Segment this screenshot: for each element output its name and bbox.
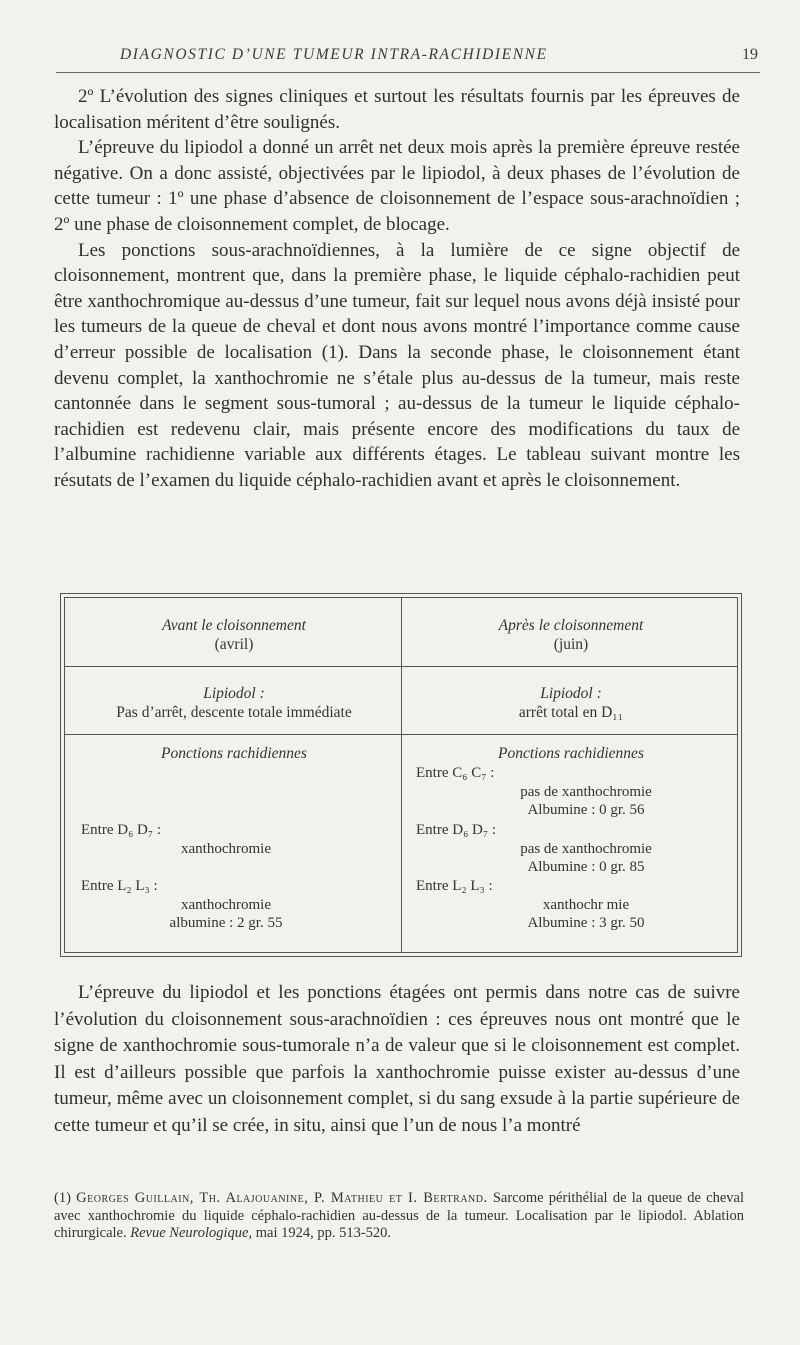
row-divider <box>65 734 737 735</box>
left-level-1: Entre D₆ D₇ : <box>81 822 162 838</box>
body-text-top <box>54 84 740 494</box>
footnote-marker: (1) <box>54 1190 71 1206</box>
body-text-bottom <box>54 980 740 1140</box>
right-level-3: Entre L₂ L₃ : <box>416 878 493 894</box>
right-level-1-result: pas de xanthochromie <box>520 784 652 800</box>
right-level-3-albumine: Albumine : 3 gr. 50 <box>527 915 645 931</box>
running-title: DIAGNOSTIC D’UNE TUMEUR INTRA-RACHIDIENNE <box>120 46 548 63</box>
footnote-citation: mai 1924, pp. 513-520. <box>255 1225 392 1241</box>
left-lipiodol-cell: Lipiodol : Pas d’arrêt, descente totale immédiate <box>116 685 352 721</box>
paragraph: Les ponctions sous-arachnoïdiennes, à la lumière de ce signe objectif de cloisonnement, montrent que, dans la première phase, le liquide céphalo-rachidien peut être xanthochromique au-dessus d’une tumeur, fait sur lequel nous avons déjà insisté pour les tumeurs de la queue de cheval et dont nous avons montré l’importance comme cause d’erreur possible de localisation (1). Dans la seconde phase, le cloisonnement étant devenu complet, la xanthochromie ne s’étale plus au-dessus de la tumeur, mais reste cantonnée dans le segment sous-tumoral ; au-dessus de la tumeur le liquide céphalo-rachidien est redevenu clair, mais présente encore des modifications du taux de l’albumine rachidienne variable aux différents étages. Le tableau suivant montre les résutats de l’examen du liquide céphalo-rachidien avant et après le cloisonnement. <box>54 239 740 491</box>
paragraph: L’épreuve du lipiodol et les ponctions étagées ont permis dans notre cas de suivre l’évolution du cloisonnement sous-arachnoïdien : ces épreuves nous ont montré que le signe de xanthochromie sous-tumorale n’a de valeur que si le cloisonnement est complet. Il est d’ailleurs possible que parfois la xanthochromie puisse exister au-dessus d’une tumeur, même avec un cloisonnement complet, si du sang exsude à la partie supérieure de cette tumeur et qu’il se crée, in situ, ainsi que l’un de nous l’a montré <box>54 982 740 1136</box>
right-level-1: Entre C₆ C₇ : <box>416 765 495 781</box>
left-ponctions-label: Ponctions rachidiennes <box>161 745 307 762</box>
right-level-2-albumine: Albumine : 0 gr. 85 <box>527 859 645 875</box>
footnote-text: Sarcome périthélial de la queue de cheval avec xanthochromie du liquide céphalo-rachidien au-dessus de la tumeur. Localisation par le lipiodol. Ablation chirurgicale. <box>54 1190 745 1241</box>
right-level-1-albumine: Albumine : 0 gr. 56 <box>527 802 645 818</box>
right-column-header: Après le cloisonnement (juin) <box>498 617 644 653</box>
right-lipiodol-cell: Lipiodol : arrêt total en D₁₁ <box>518 685 624 721</box>
right-level-2-result: pas de xanthochromie <box>520 841 652 857</box>
right-ponctions-label: Ponctions rachidiennes <box>498 745 644 762</box>
left-level-2: Entre L₂ L₃ : <box>81 878 158 894</box>
page-number: 19 <box>742 46 758 63</box>
column-divider <box>401 598 402 952</box>
paragraph: 2º L’évolution des signes cliniques et surtout les résultats fournis par les épreuves de localisation méritent d’être soulignés. <box>54 86 740 133</box>
right-level-3-result: xanthochr mie <box>542 897 630 913</box>
running-header <box>56 46 760 73</box>
row-divider <box>65 666 737 667</box>
footnote-journal: Revue Neurologique, <box>130 1225 253 1241</box>
paragraph: L’épreuve du lipiodol a donné un arrêt net deux mois après la première épreuve restée négative. On a donc assisté, objectivées par le lipiodol, à deux phases de l’évolution de cette tumeur : 1º une phase d’absence de cloisonnement de l’espace sous-arachnoïdien ; 2º une phase de cloisonnement complet, de blocage. <box>54 137 740 235</box>
left-level-2-result: xanthochromie <box>181 897 271 913</box>
comparison-table <box>60 593 742 957</box>
right-level-2: Entre D₆ D₇ : <box>416 822 497 838</box>
footnote <box>54 1190 744 1243</box>
left-column-header: Avant le cloisonnement (avril) <box>162 617 306 653</box>
footnote-authors: Georges Guillain, Th. Alajouanine, P. Mathieu et I. Bertrand. <box>76 1190 488 1206</box>
left-level-1-result: xanthochromie <box>181 841 271 857</box>
left-level-2-albumine: albumine : 2 gr. 55 <box>169 915 283 931</box>
